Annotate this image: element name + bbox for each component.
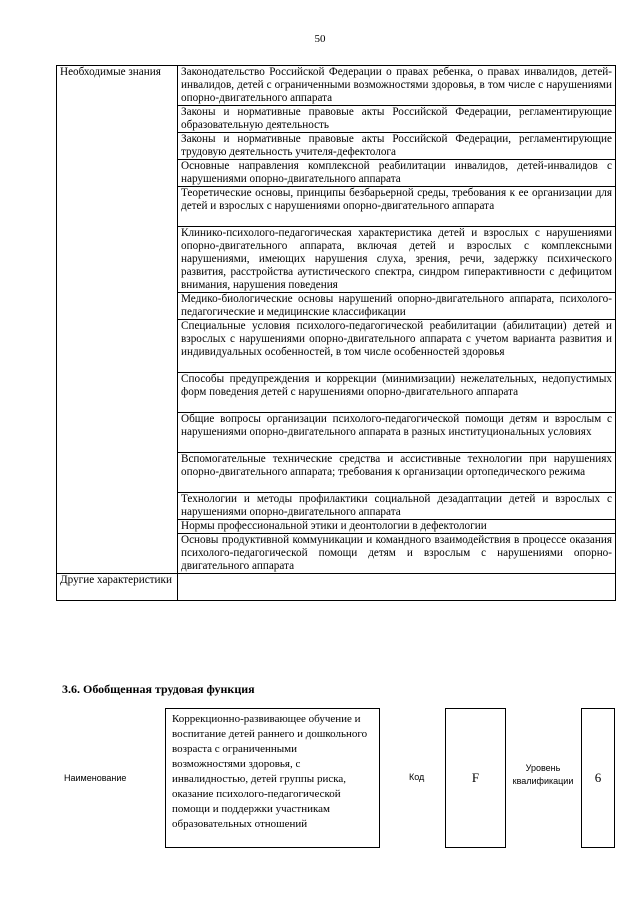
knowledge-item: Нормы профессиональной этики и деонтологии в дефектологии	[178, 520, 616, 534]
page-number: 50	[314, 33, 326, 45]
knowledge-item: Общие вопросы организации психолого-педагогической помощи детям и взрослым с нарушениями опорно-двигательного аппарата в разных институциональных условиях	[178, 413, 616, 453]
table-row	[57, 574, 616, 601]
qualification-level-value: 6	[581, 708, 615, 848]
code-label: Код	[409, 772, 425, 782]
knowledge-item: Законодательство Российской Федерации о правах ребенка, о правах инвалидов, детей-инвалидов, детей с ограниченными возможностями здоровья, в том числе с нарушениями опорно-двигательного аппарата	[178, 66, 616, 106]
name-label: Наименование	[64, 773, 127, 783]
knowledge-item: Медико-биологические основы нарушений опорно-двигательного аппарата, психолого-педагогические и медицинские классификации	[178, 293, 616, 320]
knowledge-item: Основные направления комплексной реабилитации инвалидов, детей-инвалидов с нарушениями опорно-двигательного аппарата	[178, 160, 616, 187]
knowledge-label: Необходимые знания	[57, 66, 178, 574]
knowledge-item: Теоретические основы, принципы безбарьерной среды, требования к ее организации для детей и взрослых с нарушениями опорно-двигательного аппарата	[178, 187, 616, 227]
function-name-value: Коррекционно-развивающее обучение и воспитание детей раннего и дошкольного возраста с ограниченными возможностями здоровья, с инвалидностью, детей группы риска, оказание психолого-педагогической помощи и поддержки участникам образовательных отношений	[172, 713, 368, 830]
knowledge-item: Законы и нормативные правовые акты Российской Федерации, регламентирующие трудовую деятельность учителя-дефектолога	[178, 133, 616, 160]
knowledge-item: Законы и нормативные правовые акты Российской Федерации, регламентирующие образовательную деятельность	[178, 106, 616, 133]
other-characteristics-label: Другие характеристики	[57, 574, 178, 601]
knowledge-item: Основы продуктивной коммуникации и командного взаимодействия в процессе оказания психолого-педагогической помощи детям и взрослым с нарушениями опорно-двигательного аппарата	[178, 534, 616, 574]
section-title: 3.6. Обобщенная трудовая функция	[62, 682, 255, 696]
other-characteristics-value	[178, 574, 616, 601]
function-name-box	[165, 708, 380, 848]
knowledge-item: Клинико-психолого-педагогическая характеристика детей и взрослых с нарушениями опорно-двигательного аппарата, включая детей и взрослых с комплексными нарушениями, имеющих нарушения слуха, зрения, речи, задержку психического развития, расстройства аутистического спектра, синдром гиперактивности с дефицитом внимания, нарушения поведения	[178, 227, 616, 293]
knowledge-item: Специальные условия психолого-педагогической реабилитации (абилитации) детей и взрослых с нарушениями опорно-двигательного аппарата с учетом варианта развития и индивидуальных особенностей, в том числе особенностей здоровья	[178, 320, 616, 373]
table-row	[57, 66, 616, 106]
code-value: F	[445, 708, 506, 848]
knowledge-item: Вспомогательные технические средства и ассистивные технологии при нарушениях опорно-двигательного аппарата; требования к организации ортопедического режима	[178, 453, 616, 493]
requirements-table	[56, 65, 616, 601]
knowledge-item: Технологии и методы профилактики социальной дезадаптации детей и взрослых с нарушениями опорно-двигательного аппарата	[178, 493, 616, 520]
qualification-level-label: Уровень квалификации	[512, 763, 574, 786]
knowledge-item: Способы предупреждения и коррекции (минимизации) нежелательных, недопустимых форм поведения детей с нарушениями опорно-двигательного аппарата	[178, 373, 616, 413]
